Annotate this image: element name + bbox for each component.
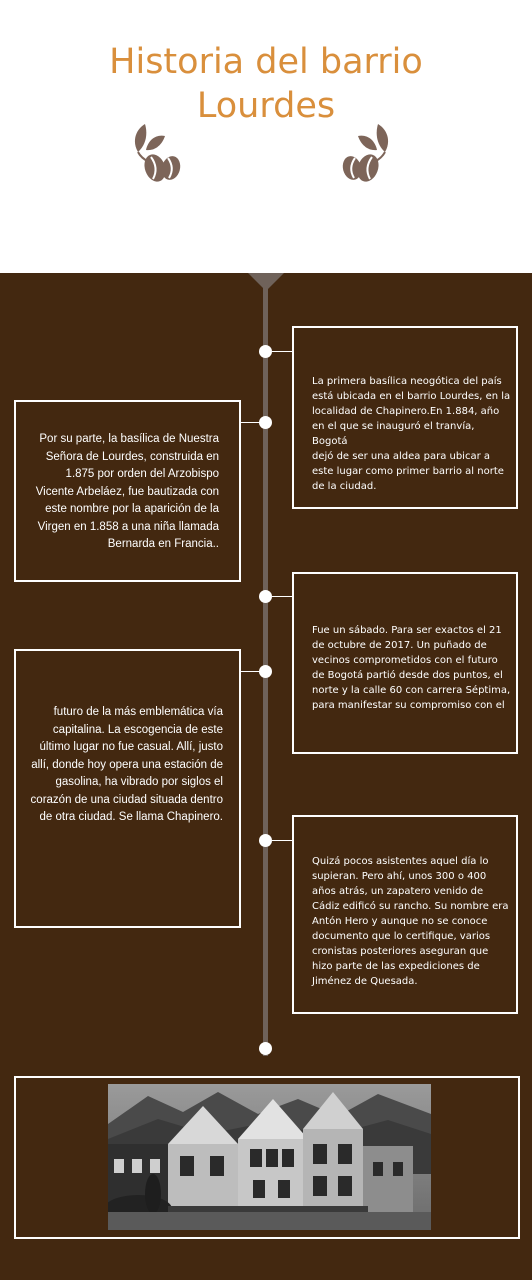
timeline-card xyxy=(292,326,518,509)
coffee-bean-icon xyxy=(340,122,392,184)
timeline-connector xyxy=(240,671,260,672)
timeline-dot xyxy=(259,665,272,678)
timeline-card xyxy=(292,572,518,754)
card-text: La primera basílica neogótica del país está ubicada en el barrio Lourdes, en la localidad de Chapinero.En 1.884, año en el que se inauguró el tranvía, Bogotá dejó de ser una aldea para ubicar a este lugar como primer barrio al norte de la ciudad. xyxy=(312,376,511,492)
card-text: Por su parte, la basílica de Nuestra Señora de Lourdes, construida en 1.875 por orden del Arzobispo Vicente Arbeláez, fue bautizada con este nombre por la aparición de la Virgen en 1.858 a una niña llamada Bernarda en Francia.. xyxy=(35,433,219,550)
timeline-dot xyxy=(259,1042,272,1055)
card-text: futuro de la más emblemática vía capitalina. La escogencia de este último lugar no fue casual. Allí, justo allí, donde hoy opera una estación de gasolina, ha vibrado por siglos el corazón de una ciudad situada dentro de otra ciudad. Se llama Chapinero. xyxy=(30,706,223,823)
card-text: Fue un sábado. Para ser exactos el 21 de octubre de 2017. Un puñado de vecinos comprometidos con el futuro de Bogotá partió desde dos puntos, el norte y la calle 60 con carrera Séptima, para manifestar su compromiso con el xyxy=(312,625,511,711)
timeline-card xyxy=(14,400,241,582)
timeline-dot xyxy=(259,590,272,603)
title-line-2: Lourdes xyxy=(196,86,336,126)
title-line-1: Historia del barrio xyxy=(109,42,423,82)
timeline-dot xyxy=(259,416,272,429)
timeline-card xyxy=(292,815,518,1014)
timeline-connector xyxy=(272,596,294,597)
basilica-photo xyxy=(108,1084,431,1230)
timeline-dot xyxy=(259,834,272,847)
page-title xyxy=(0,40,532,128)
timeline-connector xyxy=(272,840,294,841)
timeline-connector xyxy=(272,351,294,352)
card-text: Quizá pocos asistentes aquel día lo supieran. Pero ahí, unos 300 o 400 años atrás, un zapatero venido de Cádiz edificó su rancho. Su nombre era Antón Hero y aunque no se conoce documento que lo certifique, varios cronistas posteriores aseguran que hizo parte de las expediciones de Jiménez de Quesada. xyxy=(312,856,509,987)
timeline-dot xyxy=(259,345,272,358)
header xyxy=(0,0,532,273)
coffee-bean-icon xyxy=(131,122,183,184)
timeline-card xyxy=(14,649,241,928)
timeline-connector xyxy=(240,422,260,423)
